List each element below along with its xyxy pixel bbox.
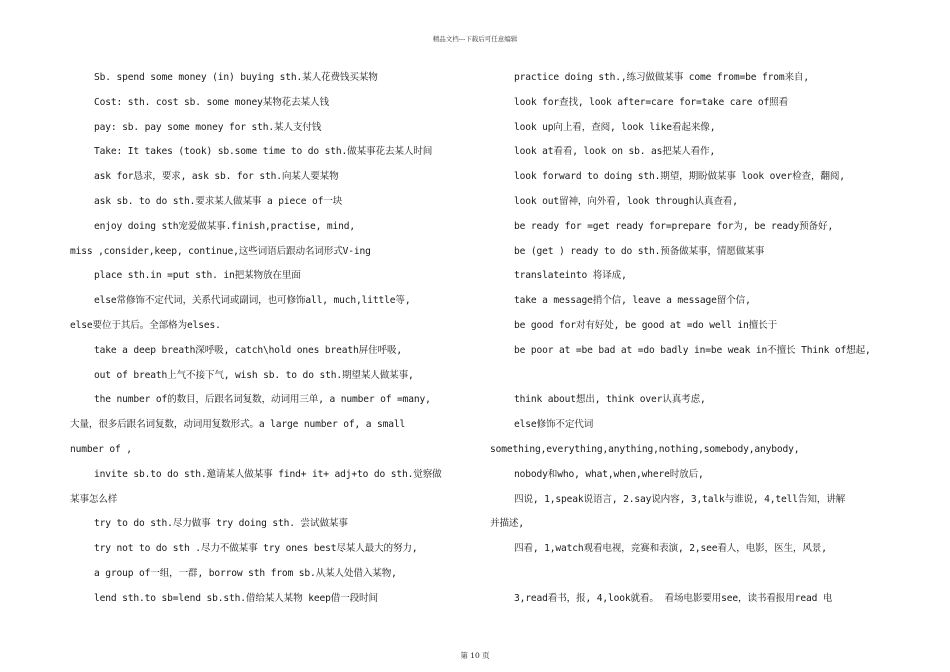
text-line: a group of一组，一群, borrow sth from sb.从某人处借入某物, [94, 567, 397, 579]
text-line: think about想出, think over认真考虑, [514, 394, 706, 406]
text-line: Take: It takes (took) sb.some time to do sth.做某事花去某人时间 [94, 146, 433, 158]
text-line: take a message捎个信, leave a message留个信, [514, 295, 751, 307]
text-line: 3,read看书，报, 4,look就看。 看场电影要用see，读书看报用read 电 [514, 592, 833, 604]
text-line: 大量，很多后跟名词复数，动词用复数形式。a large number of, a small [70, 419, 406, 431]
text-line [490, 562, 890, 587]
text-line: miss ,consider,keep, continue,这些词语后跟动名词形式V-ing [70, 245, 371, 257]
text-line: look at看看, look on sb. as把某人看作, [514, 146, 716, 158]
text-line: ask sb. to do sth.要求某人做某事 a piece of一块 [94, 195, 343, 207]
text-line: practice doing sth.,练习做做某事 come from=be from来自, [514, 72, 809, 83]
text-line: pay: sb. pay some money for sth.某人支付钱 [94, 121, 322, 133]
page-number: 第 10 页 [460, 651, 490, 660]
text-line: nobody和who, what,when,where时放后, [514, 468, 704, 480]
text-line: something,everything,anything,nothing,somebody,anybody, [490, 443, 800, 455]
text-line: else要位于其后。全部格为elses. [70, 319, 221, 331]
text-line: out of breath上气不接下气, wish sb. to do sth.期望某人做某事, [94, 369, 414, 381]
text-line: ask for恳求，要求, ask sb. for sth.向某人要某物 [94, 171, 339, 183]
text-line: try not to do sth .尽力不做某事 try ones best尽某人最大的努力, [94, 543, 418, 555]
text-line: 四说, 1,speak说语言, 2.say说内容, 3,talk与谁说, 4,tell告知，讲解 [514, 493, 846, 505]
text-line: else常修饰不定代词，关系代词或副词，也可修饰all, much,little等, [94, 295, 411, 307]
page-header: 精品文档---下载后可任意编辑 [432, 35, 518, 43]
text-line: look forward to doing sth.期望，期盼做某事 look over检查，翻阅, [514, 171, 845, 183]
text-line: look for查找, look after=care for=take care of照看 [514, 96, 789, 108]
text-line: else修饰不定代词 [514, 419, 594, 431]
text-line: lend sth.to sb=lend sb.sth.借给某人某物 keep借一段时间 [94, 592, 378, 604]
text-line: number of , [70, 443, 132, 455]
left-column [70, 66, 470, 612]
text-line: 四看, 1,watch观看电视，竞赛和表演, 2,see看人，电影，医生，风景, [514, 543, 827, 555]
text-line: place sth.in =put sth. in把某物放在里面 [94, 270, 301, 282]
text-line: Cost: sth. cost sb. some money某物花去某人钱 [94, 96, 329, 108]
text-line: translateinto 将译成, [514, 270, 627, 282]
text-line: invite sb.to do sth.邀请某人做某事 find+ it+ adj+to do sth.觉察做 [94, 468, 442, 480]
text-line: Sb. spend some money (in) buying sth.某人花费钱买某物 [94, 72, 378, 83]
text-line: 并描述, [490, 518, 524, 530]
text-line: enjoy doing sth宠爱做某事.finish,practise, mind, [94, 220, 356, 232]
text-line: be ready for =get ready for=prepare for为, be ready预备好, [514, 220, 834, 232]
text-line: look out留神，向外看, look through认真查看, [514, 195, 738, 207]
text-line: look up向上看，查阅, look like看起来像, [514, 121, 716, 133]
text-line: try to do sth.尽力做事 try doing sth. 尝试做某事 [94, 518, 348, 530]
text-line: be poor at =be bad at =do badly in=be weak in不擅长 Think of想起, [514, 344, 871, 356]
text-line: be good for对有好处, be good at =do well in擅长于 [514, 319, 778, 331]
text-line: 某事怎么样 [70, 493, 118, 505]
text-line: be (get ) ready to do sth.预备做某事，情愿做某事 [514, 245, 765, 257]
text-line: the number of的数目，后跟名词复数，动词用三单, a number of =many, [94, 394, 431, 406]
right-column [490, 66, 890, 612]
text-line [490, 364, 890, 389]
text-line: take a deep breath深呼吸, catch\hold ones breath屏住呼吸, [94, 344, 403, 356]
